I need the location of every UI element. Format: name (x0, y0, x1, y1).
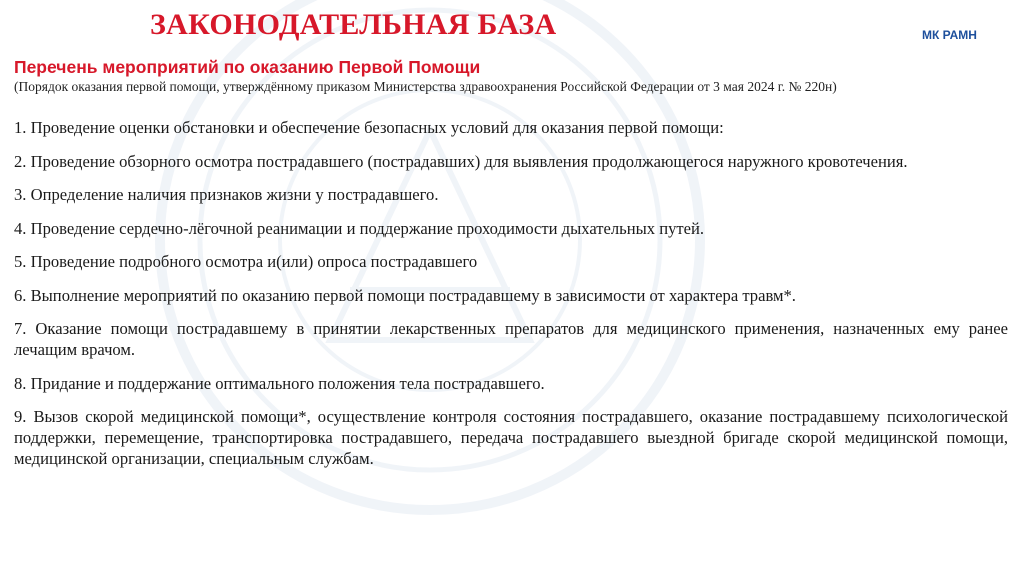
page-title: ЗАКОНОДАТЕЛЬНАЯ БАЗА (150, 8, 557, 41)
brand-label: МК РАМН (922, 28, 977, 42)
source-note: (Порядок оказания первой помощи, утверждённому приказом Министерства здравоохранения Российской Федерации от 3 мая 2024 г. № 220н) (14, 79, 837, 94)
list-item: 4. Проведение сердечно-лёгочной реанимации и поддержание проходимости дыхательных путей. (14, 218, 705, 238)
section-subtitle: Перечень мероприятий по оказанию Первой Помощи (14, 57, 481, 77)
list-item: 2. Проведение обзорного осмотра пострадавшего (пострадавших) для выявления продолжающегося наружного кровотечения. (14, 151, 908, 171)
list-item: 6. Выполнение мероприятий по оказанию первой помощи пострадавшему в зависимости от характера травм*. (14, 285, 796, 305)
list-item: 3. Определение наличия признаков жизни у пострадавшего. (14, 185, 439, 204)
list-item: 1. Проведение оценки обстановки и обеспечение безопасных условий для оказания первой помощи: (14, 118, 724, 137)
list-item: 9. Вызов скорой медицинской помощи*, осуществление контроля состояния пострадавшего, оказание пострадавшему психологической поддержки, перемещение, транспортировка пострадавшего, передача пострадавшего выездной бригаде скорой медицинской помощи, медицинской организации, специальным службам. (14, 407, 1008, 468)
list-item: 8. Придание и поддержание оптимального положения тела пострадавшего. (14, 373, 545, 393)
measures-list (14, 117, 1008, 482)
list-item: 7. Оказание помощи пострадавшему в принятии лекарственных препаратов для медицинского применения, назначенных ему ранее лечащим врачом. (14, 319, 1008, 359)
list-item: 5. Проведение подробного осмотра и(или) опроса пострадавшего (14, 252, 478, 271)
